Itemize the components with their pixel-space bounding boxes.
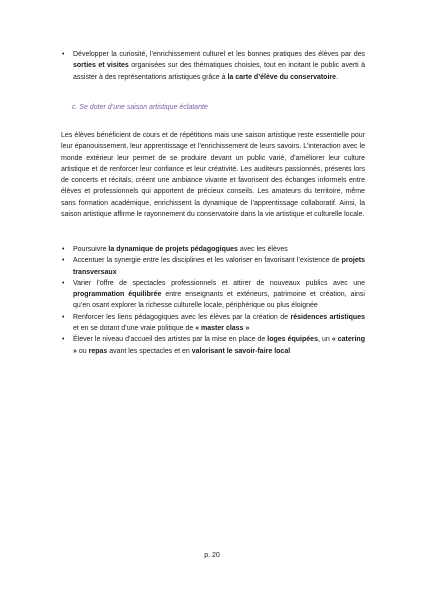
bold-run: loges équipées — [267, 336, 318, 344]
text-run: entre enseignants et extérieurs, patrimoine et création, ainsi qu’en osant explorer la richesse culturelle locale, périphérique ou plus éloignée — [73, 291, 365, 310]
bold-run: « master class » — [195, 325, 250, 333]
body-paragraph: Les élèves bénéficient de cours et de répétitions mais une saison artistique reste essentielle pour leur épanouissement, leur apprentissage et l’enrichissement de leurs savoirs. L’interaction avec le monde extérieur leur permet de se produire devant un public varié, d’améliorer leur culture artistique et de renforcer leur confiance et leur créativité. Les auditeurs passionnés, présents lors de concerts et récitals, créent une ambiance vivante et favorisent des échanges informels entre élèves et professionnels qui apportent de précieux conseils. Les amateurs du territoire, même sans formation académique, enrichissent la dynamique de l’apprentissage collaboratif. Ainsi, la saison artistique affirme le rayonnement du conservatoire dans la vie artistique et culturelle locale. — [61, 132, 365, 219]
text-run: Poursuivre — [73, 246, 109, 253]
bullet-glyph: • — [62, 279, 65, 287]
bullet-glyph: • — [62, 246, 65, 253]
list-item — [61, 278, 365, 312]
list-item — [61, 244, 365, 255]
bold-run: la carte d’élève du conservatoire — [227, 73, 337, 81]
bold-run: valorisant le savoir-faire local — [191, 347, 291, 355]
bullet-glyph: • — [62, 257, 65, 265]
bullet-glyph: • — [62, 51, 65, 58]
bold-run: repas — [88, 347, 108, 355]
text-run: . — [336, 73, 338, 81]
list-item — [61, 334, 365, 357]
page-number: p. 20 — [204, 552, 220, 559]
list-item — [61, 255, 365, 278]
bold-run: résidences artistiques — [290, 313, 365, 321]
main-bullet-list — [61, 244, 365, 357]
bullet-glyph: • — [62, 336, 65, 344]
text-run: Élever le niveau d’accueil des artistes par la mise en place de — [73, 336, 268, 344]
text-run: Développer la curiosité, l’enrichissement culturel et les bonnes pratiques des élèves par des — [73, 51, 365, 58]
intro-bullet-block — [61, 49, 365, 83]
text-run: avant les spectacles et en — [107, 347, 192, 355]
text-run: Renforcer les liens pédagogiques avec les élèves par la création de — [73, 313, 291, 321]
text-run: organisées sur des thématiques choisies, tout en incitant le public averti à assister à des représentations artistiques grâce à — [73, 62, 365, 81]
main-bullet-block — [61, 244, 365, 357]
intro-bullet-list — [61, 49, 365, 83]
text-run: ou — [76, 347, 89, 355]
bold-run: programmation équilibrée — [73, 291, 162, 299]
list-item — [61, 312, 365, 335]
text-run: Accentuer la synergie entre les disciplines et les valoriser en favorisant l’existence de — [73, 257, 342, 265]
text-run: Varier l’offre de spectacles professionnels et attirer de nouveaux publics avec une — [73, 279, 365, 287]
bullet-glyph: • — [62, 313, 65, 321]
section-heading: c. Se doter d’une saison artistique éclatante — [72, 104, 208, 111]
text-run: et en se dotant d’une vraie politique de — [73, 325, 196, 333]
bold-run: « catering » — [73, 336, 365, 355]
text-run: avec les élèves — [237, 246, 288, 253]
bold-run: sorties et visites — [73, 62, 129, 70]
bold-run: la dynamique de projets pédagogiques — [108, 246, 238, 253]
bold-run: projets transversaux — [73, 257, 365, 276]
intro-bullet-item — [61, 49, 365, 83]
text-run: , un — [317, 336, 332, 344]
